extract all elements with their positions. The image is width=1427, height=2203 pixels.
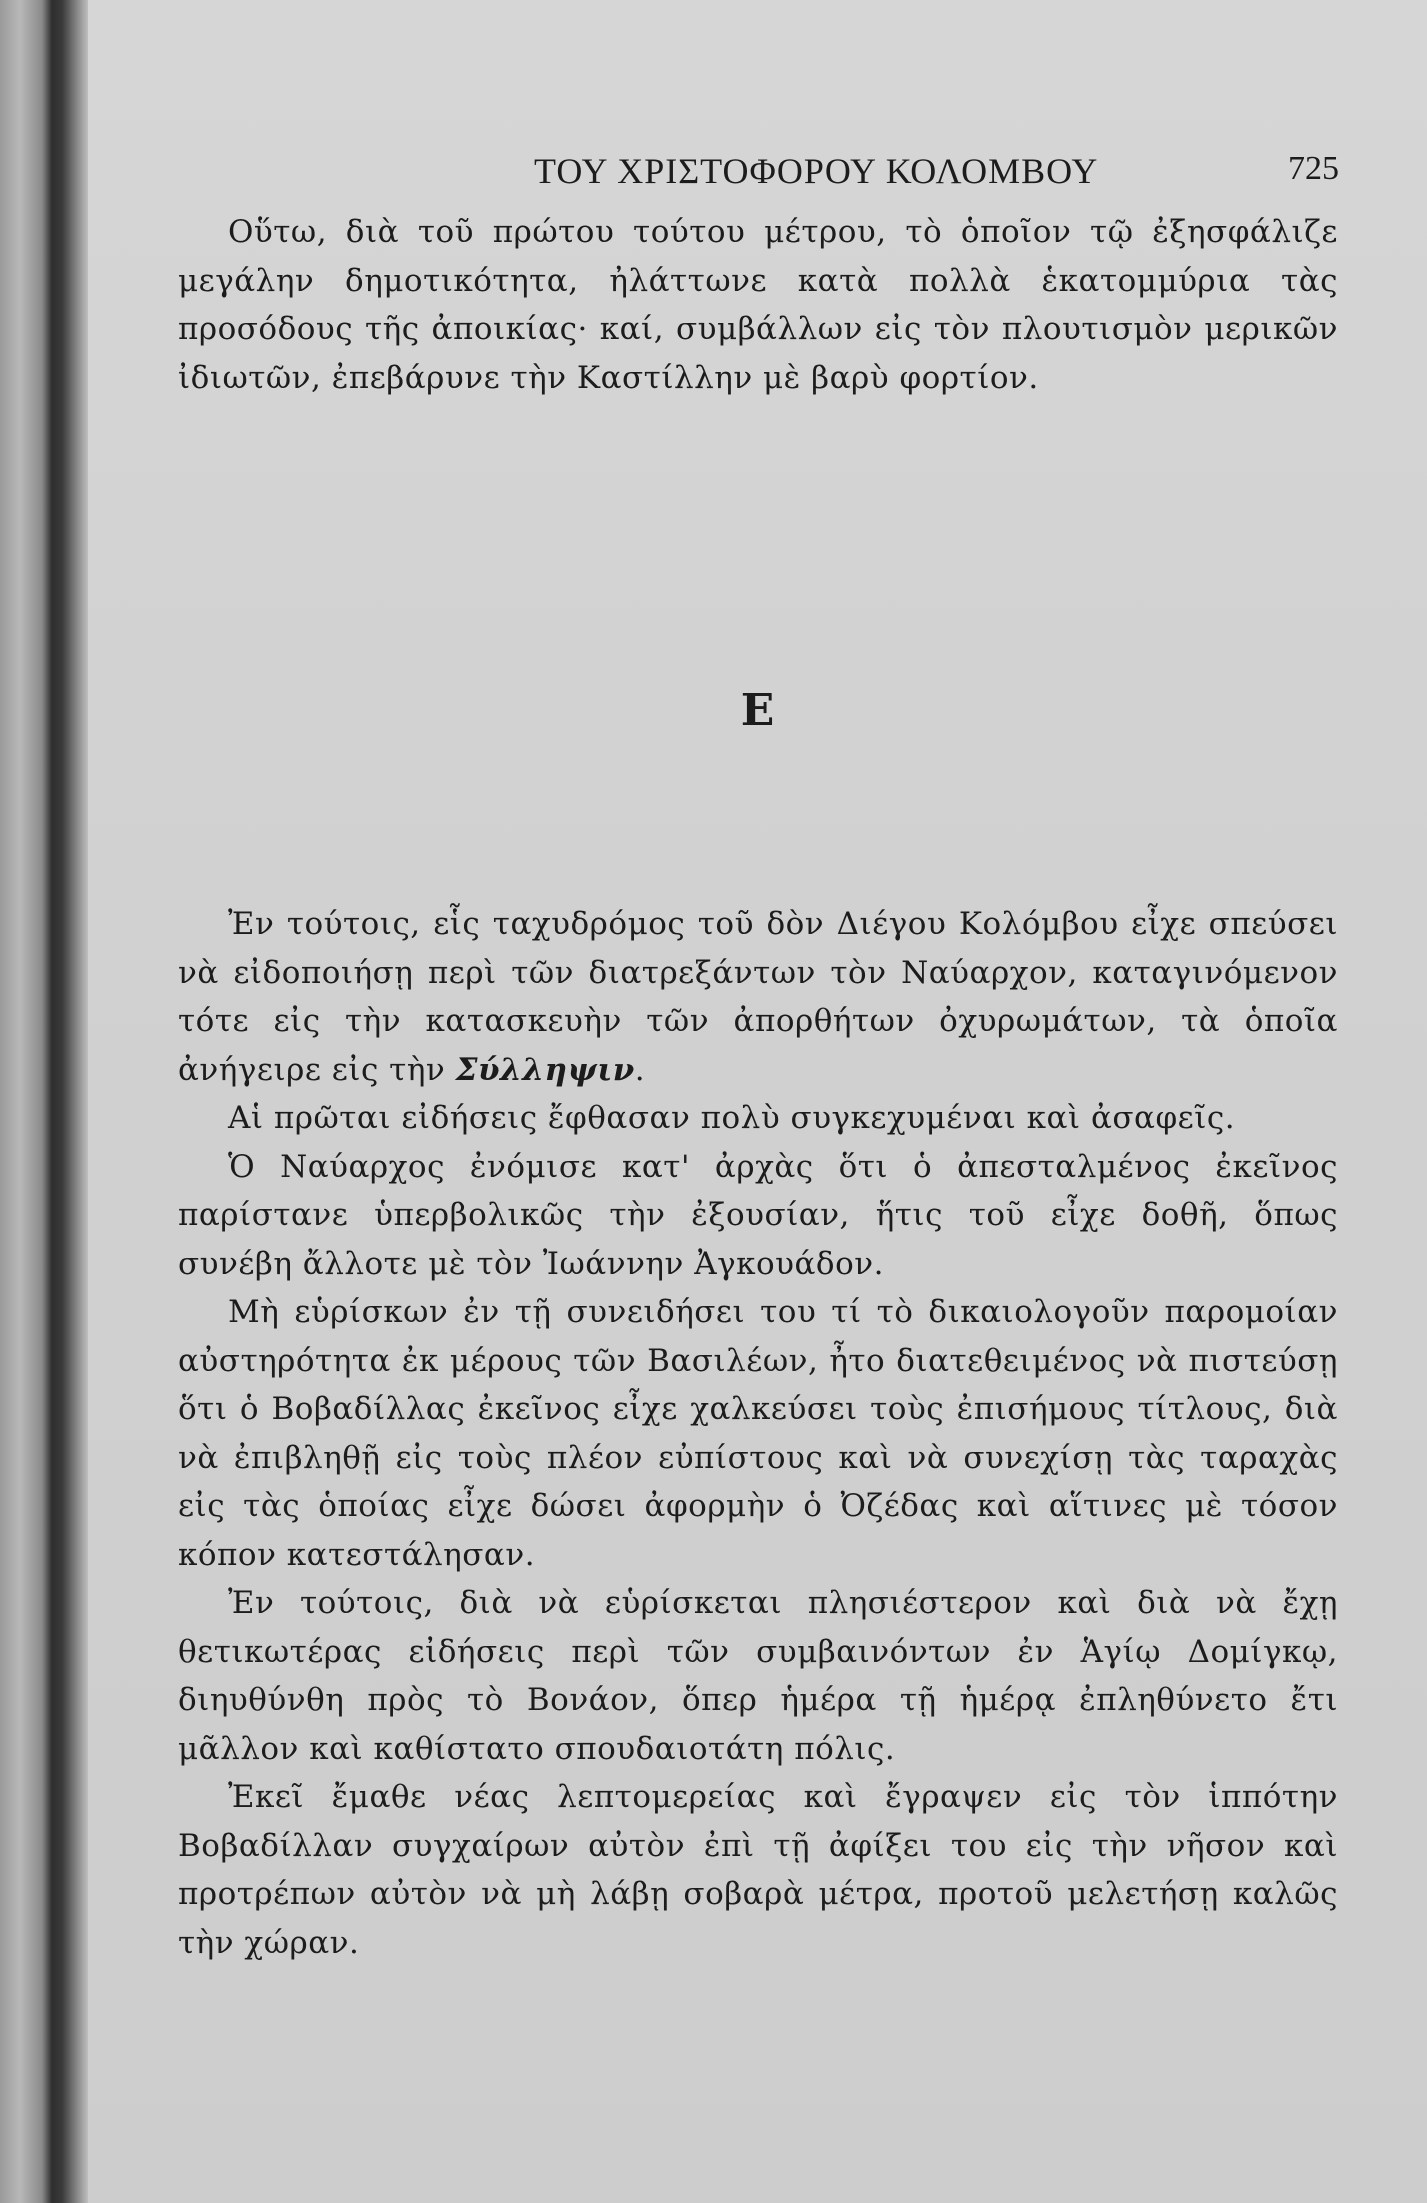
paragraph-1: [178, 900, 1338, 1094]
running-head: [88, 150, 1427, 200]
running-title: ΤΟΥ ΧΡΙΣΤΟΦΟΡΟΥ ΚΟΛΟΜΒΟΥ: [534, 151, 1099, 191]
section-heading: Ε: [740, 685, 775, 736]
paragraph-4: Μὴ εὑρίσκων ἐν τῇ συνειδήσει του τί τὸ δικαιολογοῦν παρομοίαν αὐστηρότητα ἐκ μέρους τῶν Βασιλέων, ἦτο διατεθειμένος νὰ πιστεύσῃ ὅτι ὁ Βοβαδίλλας ἐκεῖνος εἶχε χαλκεύσει τοὺς ἐπισήμους τίτλους, διὰ νὰ ἐπιβληθῇ εἰς τοὺς πλέον εὐπίστους καὶ νὰ συνεχίσῃ τὰς ταραχὰς εἰς τὰς ὁποίας εἶχε δώσει ἀφορμὴν ὁ Ὀζέδας καὶ αἵτινες μὲ τόσον κόπον κατεστάλησαν.: [178, 1294, 1338, 1573]
paragraph-1-emphasis: Σύλληψιν: [455, 1051, 635, 1088]
page-number: 725: [1288, 150, 1339, 187]
paragraph-2: Αἱ πρῶται εἰδήσεις ἔφθασαν πολὺ συγκεχυμέναι καὶ ἀσαφεῖς.: [228, 1100, 1236, 1136]
paragraph-6: Ἐκεῖ ἔμαθε νέας λεπτομερείας καὶ ἔγραψεν εἰς τὸν ἱππότην Βοβαδίλλαν συγχαίρων αὐτὸν ἐπὶ τῇ ἀφίξει του εἰς τὴν νῆσον καὶ προτρέπων αὐτὸν νὰ μὴ λάβῃ σοβαρὰ μέτρα, προτοῦ μελετήσῃ καλῶς τὴν χώραν.: [178, 1779, 1338, 1961]
paragraph-1-end: .: [634, 1051, 646, 1088]
paragraph-3: Ὁ Ναύαρχος ἐνόμισε κατ' ἀρχὰς ὅτι ὁ ἀπεσταλμένος ἐκεῖνος παρίστανε ὑπερβολικῶς τὴν ἐξουσίαν, ἥτις τοῦ εἶχε δοθῆ, ὅπως συνέβη ἄλλοτε μὲ τὸν Ἰωάννην Ἀγκουάδον.: [178, 1148, 1338, 1282]
opening-paragraph: Οὕτω, διὰ τοῦ πρώτου τούτου μέτρου, τὸ ὁποῖον τῷ ἐξησφάλιζε μεγάλην δημοτικότητα, ἠλάττωνε κατὰ πολλὰ ἑκατομμύρια τὰς προσόδους τῆς ἀποικίας· καί, συμβάλλων εἰς τὸν πλουτισμὸν μερικῶν ἰδιωτῶν, ἐπεβάρυνε τὴν Καστίλλην μὲ βαρὺ φορτίον.: [178, 214, 1338, 396]
book-binding-gutter: [0, 0, 90, 2203]
book-page: [88, 0, 1427, 2203]
opening-text-block: [178, 208, 1338, 402]
section-text-block: [178, 900, 1338, 1967]
paragraph-1-text: Ἐν τούτοις, εἷς ταχυδρόμος τοῦ δὸν Διέγου Κολόμβου εἶχε σπεύσει νὰ εἰδοποιήσῃ περὶ τῶν διατρεξάντων τὸν Ναύαρχον, καταγινόμενον τότε εἰς τὴν κατασκευὴν τῶν ἀπορθήτων ὀχυρωμάτων, τὰ ὁποῖα ἀνήγειρε εἰς τὴν: [178, 906, 1338, 1088]
paragraph-5: Ἐν τούτοις, διὰ νὰ εὑρίσκεται πλησιέστερον καὶ διὰ νὰ ἔχῃ θετικωτέρας εἰδήσεις περὶ τῶν συμβαινόντων ἐν Ἁγίῳ Δομίγκῳ, διηυθύνθη πρὸς τὸ Βονάον, ὅπερ ἡμέρα τῇ ἡμέρᾳ ἐπληθύνετο ἔτι μᾶλλον καὶ καθίστατο σπουδαιοτάτη πόλις.: [178, 1585, 1338, 1767]
